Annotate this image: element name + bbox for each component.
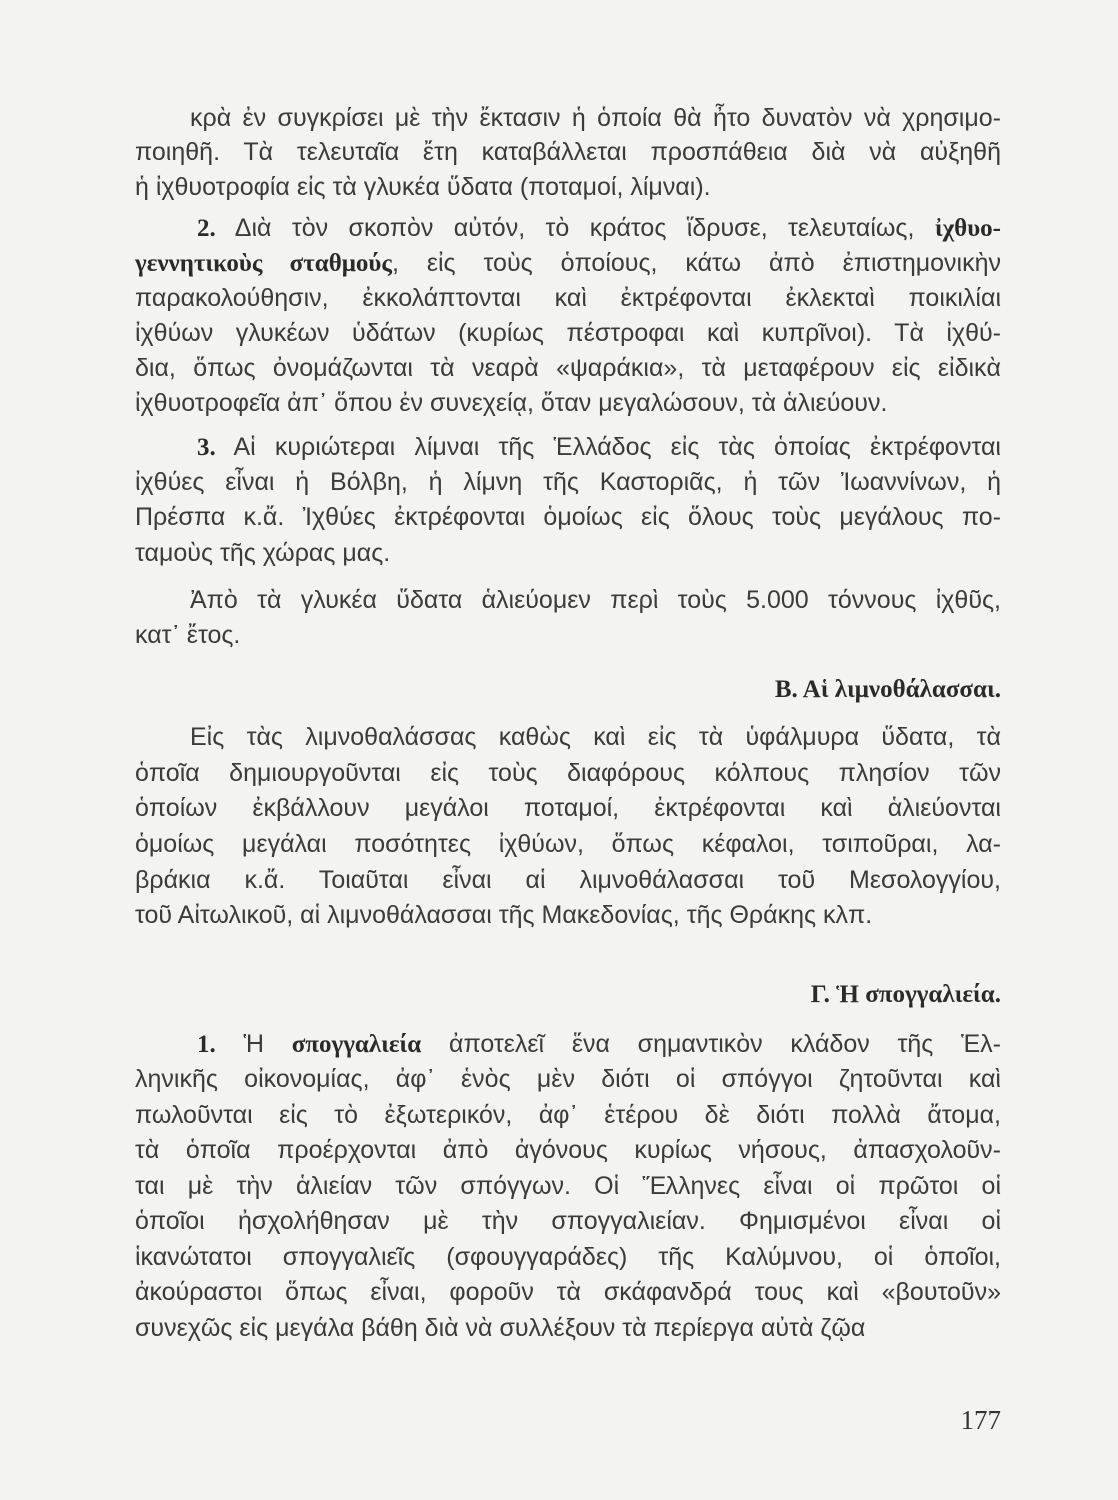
bold-text: ἰχθυο- [934, 215, 1001, 242]
text-run: ὁποῖα δημιουργοῦνται εἰς τοὺς διαφόρους κόλπους πλησίον τῶν [135, 759, 1001, 787]
text-run: βράκια κ.ἄ. Τοιαῦται εἶναι αἱ λιμνοθάλασσαι τοῦ Μεσολογγίου, [135, 866, 1001, 894]
text-run: ἡ ἰχθυοτροφία εἰς τὰ γλυκέα ὕδατα (ποταμοί, λίμναι). [135, 173, 711, 201]
text-line [135, 1171, 1001, 1201]
text-line [135, 1064, 1001, 1094]
text-run: ται μὲ τὴν ἁλιείαν τῶν σπόγγων. Οἱ Ἕλληνες εἶναι οἱ πρῶτοι οἱ [135, 1172, 1001, 1200]
text-run: ἰχθυοτροφεῖα ἀπ᾽ ὅπου ἐν συνεχείᾳ, ὅταν μεγαλώσουν, τὰ ἁλιεύουν. [135, 389, 888, 417]
text-line [135, 1242, 1001, 1272]
text-line [135, 758, 1001, 788]
text-run: Εἰς τὰς λιμνοθαλάσσας καθὼς καὶ εἰς τὰ ὑφάλμυρα ὕδατα, τὰ [190, 723, 1001, 751]
bold-text: σπογγαλιεία [291, 1031, 422, 1058]
text-line [190, 103, 1001, 133]
bold-text: 2. [197, 215, 216, 242]
bold-text: 1. [197, 1031, 216, 1058]
text-line [135, 388, 1001, 418]
text-run: Διὰ τὸν σκοπὸν αὐτόν, τὸ κράτος ἵδρυσε, τελευταίως, [215, 214, 935, 242]
text-run: , εἰς τοὺς ὁποίους, κάτω ἀπὸ ἐπιστημονικὴν [391, 249, 1001, 277]
text-run: Αἱ κυριώτεραι λίμναι τῆς Ἑλλάδος εἰς τὰς ὁποίας ἐκτρέφονται [215, 433, 1001, 461]
text-run: ἀποτελεῖ ἕνα σημαντικὸν κλάδον τῆς Ἑλ- [421, 1030, 1001, 1058]
text-run: ἰχθύων γλυκέων ὑδάτων (κυρίως πέστροφαι καὶ κυπρῖνοι). Τὰ ἰχθύ- [135, 319, 1001, 347]
text-line [135, 1206, 1001, 1236]
text-run: τοῦ Αἰτωλικοῦ, αἱ λιμνοθάλασσαι τῆς Μακεδονίας, τῆς Θράκης κλπ. [135, 901, 873, 929]
text-line [197, 1029, 1001, 1059]
text-line [197, 432, 1001, 462]
text-line [135, 1277, 1001, 1307]
section-heading: Γ. Ἡ σπογγαλιεία. [810, 981, 1001, 1008]
text-line [135, 620, 1001, 650]
text-line [135, 1313, 1001, 1343]
text-run: ταμοὺς τῆς χώρας μας. [135, 539, 391, 567]
text-run: τὰ ὁποῖα προέρχονται ἀπὸ ἀγόνους κυρίως νήσους, ἀπασχολοῦν- [135, 1136, 1001, 1164]
text-run: Ἡ [215, 1030, 292, 1058]
text-line [135, 900, 1001, 930]
page-number: 177 [960, 1405, 1001, 1435]
text-line [190, 585, 1001, 615]
bold-text: γεννητικοὺς σταθμούς [135, 250, 392, 277]
text-run: πωλοῦνται εἰς τὸ ἐξωτερικόν, ἀφ᾽ ἑτέρου δὲ διότι πολλὰ ἄτομα, [135, 1101, 1001, 1129]
text-line [135, 248, 1001, 278]
text-run: ἀκούραστοι ὅπως εἶναι, φοροῦν τὰ σκάφανδρά τους καὶ «βουτοῦν» [135, 1278, 1001, 1306]
text-run: Ἀπὸ τὰ γλυκέα ὕδατα ἁλιεύομεν περὶ τοὺς 5.000 τόννους ἰχθῦς, [190, 586, 1001, 614]
text-run: ὁμοίως μεγάλαι ποσότητες ἰχθύων, ὅπως κέφαλοι, τσιποῦραι, λα- [135, 830, 1001, 858]
text-line [197, 213, 1001, 243]
text-line [135, 283, 1001, 313]
text-line [135, 829, 1001, 859]
text-line [135, 467, 1001, 497]
text-line [135, 318, 1001, 348]
text-run: ἱκανώτατοι σπογγαλιεῖς (σφουγγαράδες) τῆς Καλύμνου, οἱ ὁποῖοι, [135, 1243, 1001, 1271]
text-line [135, 1135, 1001, 1165]
text-run: παρακολούθησιν, ἐκκολάπτονται καὶ ἐκτρέφονται ἐκλεκταὶ ποικιλίαι [135, 284, 1001, 312]
text-line [135, 865, 1001, 895]
text-line [135, 502, 1001, 532]
text-line [190, 722, 1001, 752]
text-line [135, 538, 1001, 568]
text-run: δια, ὅπως ὀνομάζωνται τὰ νεαρὰ «ψαράκια», τὰ μεταφέρουν εἰς εἰδικὰ [135, 354, 1001, 382]
text-line [135, 137, 1001, 167]
text-run: ἰχθύες εἶναι ἡ Βόλβη, ἡ λίμνη τῆς Καστοριᾶς, ἡ τῶν Ἰωαννίνων, ἡ [135, 468, 1001, 496]
text-run: κρὰ ἐν συγκρίσει μὲ τὴν ἔκτασιν ἡ ὁποία θὰ ἦτο δυνατὸν νὰ χρησιμο- [190, 104, 1001, 132]
section-heading: Β. Αἱ λιμνοθάλασσαι. [774, 676, 1001, 703]
text-run: ὁποίων ἐκβάλλουν μεγάλοι ποταμοί, ἐκτρέφονται καὶ ἁλιεύονται [135, 794, 1001, 822]
text-run: κατ᾽ ἔτος. [135, 621, 241, 649]
text-run: ὁποῖοι ἠσχολήθησαν μὲ τὴν σπογγαλιείαν. Φημισμένοι εἶναι οἱ [135, 1207, 1001, 1235]
text-run: Πρέσπα κ.ἄ. Ἰχθύες ἐκτρέφονται ὁμοίως εἰς ὅλους τοὺς μεγάλους πο- [135, 503, 1001, 531]
text-line [135, 353, 1001, 383]
text-run: ληνικῆς οἰκονομίας, ἀφ᾽ ἑνὸς μὲν διότι οἱ σπόγγοι ζητοῦνται καὶ [135, 1065, 1001, 1093]
text-run: συνεχῶς εἰς μεγάλα βάθη διὰ νὰ συλλέξουν τὰ περίεργα αὐτὰ ζῷα [135, 1314, 866, 1342]
text-run: ποιηθῆ. Τὰ τελευταῖα ἔτη καταβάλλεται προσπάθεια διὰ νὰ αὐξηθῆ [135, 138, 1001, 166]
text-line [135, 1100, 1001, 1130]
text-line [135, 793, 1001, 823]
bold-text: 3. [197, 434, 216, 461]
text-line [135, 172, 1001, 202]
